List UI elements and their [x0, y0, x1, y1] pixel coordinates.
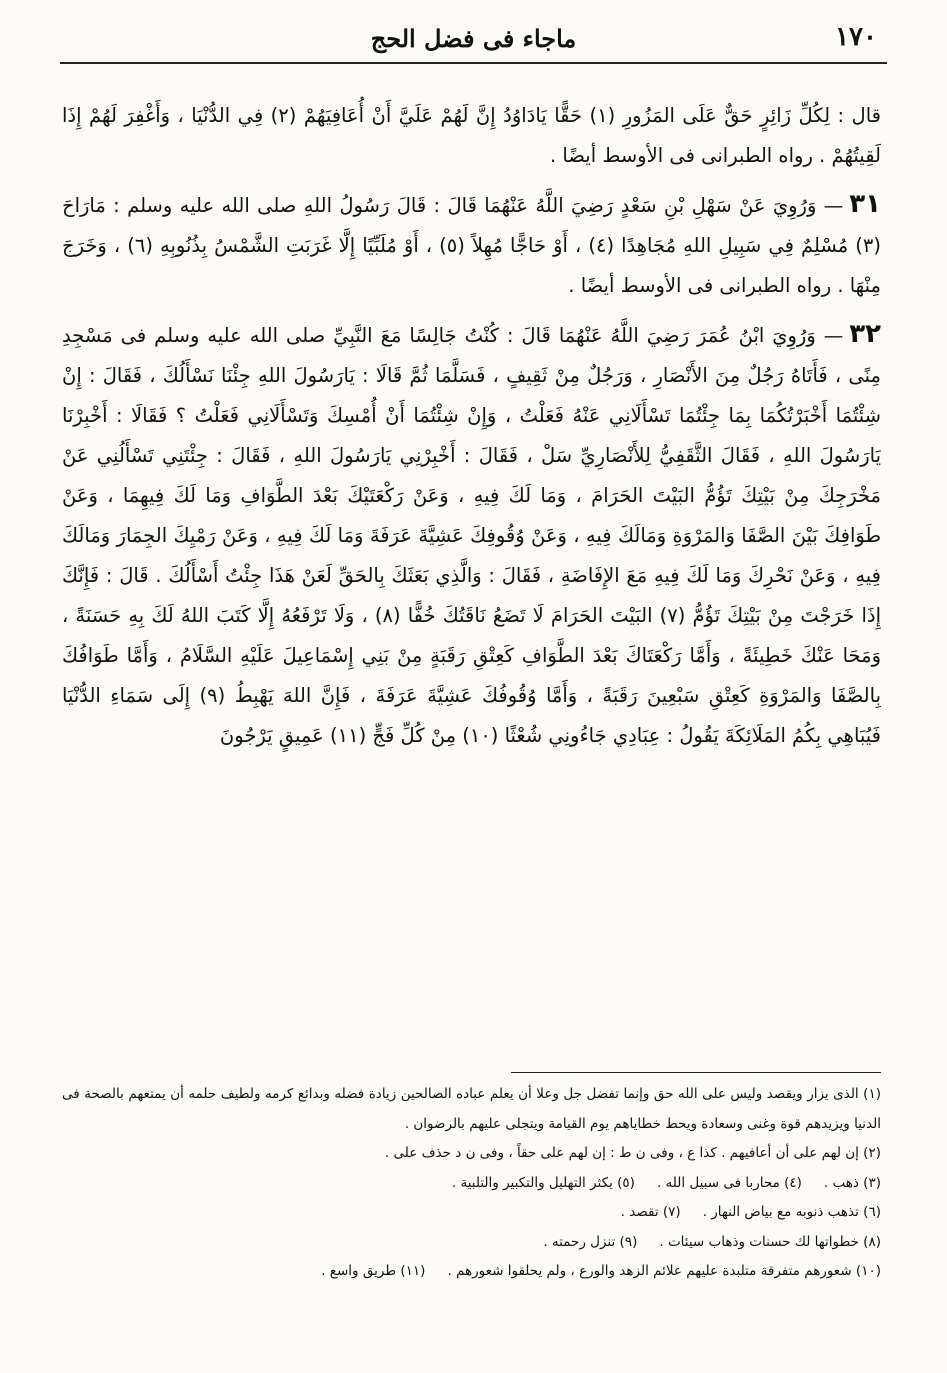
footnote: (٤) محاربا فى سبيل الله .: [656, 1174, 802, 1191]
footnote-row: [62, 1169, 881, 1199]
hadith-paragraph: [62, 314, 881, 756]
footnote: (٥) يكثر التهليل والتكبير والتلبية .: [451, 1174, 635, 1191]
hadith-text: — وَرُوِيَ ابْنُ عُمَرَ رَضِيَ اللَّهُ عَنْهُمَا قَالَ : كُنْتُ جَالِسًا مَعَ النَّبِيِّ صلى الله عليه وسلم فى مَسْجِدِ مِنًى ، فَأَتَاهُ رَجُلٌ مِنَ الأَنْصَارِ ، وَرَجُلٌ مِنْ ثَقِيفٍ ، فَسَلَّمَا ثُمَّ قَالَا : يَارَسُولَ اللهِ جِئْنَا نَسْأَلُكَ ، فَقَالَ : إِنْ شِئْتُمَا أَخْبَرْتُكُمَا بِمَا جِئْتُمَا تَسْأَلَانِي عَنْهُ فَعَلْتُ ، وَإِنْ شِئْتُمَا أَنْ أُمْسِكَ وَتَسْأَلَانِي فَعَلْتُ ؟ فَقَالَا : أَخْبِرْنَا يَارَسُولَ اللهِ ، فَقَالَ الثَّقَفِيُّ لِلأَنْصَارِيِّ سَلْ ، فَقَالَ : أَخْبِرْنِي يَارَسُولَ اللهِ ، فَقَالَ : جِئْتَنِي تَسْأَلُنِي عَنْ مَخْرَجِكَ مِنْ بَيْتِكَ تَؤُمُّ البَيْتَ الحَرَامَ ، وَمَا لَكَ فِيهِ ، وَعَنْ رَكْعَتَيْكَ بَعْدَ الطَّوَافِ وَمَا لَكَ فِيهِمَا ، وَعَنْ طَوَافِكَ بَيْنَ الصَّفَا وَالمَرْوَةِ وَمَالَكَ فِيهِ ، وَعَنْ وُقُوفِكَ عَشِيَّةَ عَرَفَةَ وَمَا لَكَ فِيهِ ، وَعَنْ رَمْيِكَ الجِمَارَ وَمَالَكَ فِيهِ ، وَعَنْ نَحْرِكَ وَمَا لَكَ فِيهِ مَعَ الإِفَاضَةِ ، فَقَالَ : وَالَّذِي بَعَثَكَ بِالحَقِّ لَعَنْ هَذَا جِئْتُ أَسْأَلُكَ . قَالَ : فَإِنَّكَ إِذَا خَرَجْتَ مِنْ بَيْتِكَ تَؤُمُّ (٧) البَيْتَ الحَرَامَ لَا تَضَعُ نَاقَتُكَ خُفًّا (٨) ، وَلَا تَرْفَعُهُ إِلَّا كَتَبَ اللهُ لَكَ بِهِ حَسَنَةً ، وَمَحَا عَنْكَ خَطِيئَةً ، وَأَمَّا رَكْعَتَاكَ بَعْدَ الطَّوَافِ كَعِتْقِ رَقَبَةٍ مِنْ بَنِي إِسْمَاعِيلَ عَلَيْهِ السَّلَامُ ، وَأَمَّا طَوَافُكَ بِالصَّفَا وَالمَرْوَةِ كَعِتْقِ سَبْعِينَ رَقَبَةً ، وَأَمَّا وُقُوفُكَ عَشِيَّةَ عَرَفَةَ ، فَإِنَّ اللهَ يَهْبِطُ (٩) إِلَى سَمَاءِ الدُّنْيَا فَيُبَاهِي بِكُمُ المَلَائِكَةَ يَقُولُ : عِبَادِي جَاءُونِي شُعْثًا (١٠) مِنْ كُلِّ فَجٍّ (١١) عَمِيقٍ يَرْجُونَ: [62, 324, 881, 747]
main-text: [62, 96, 881, 1061]
footnote: (٢) إن لهم على أن أعافيهم . كذا ع ، وفى ن ط : إن لهم على حقاً ، وفى ن د حذف على .: [384, 1145, 881, 1161]
footnote-row: [62, 1228, 881, 1258]
footnote: (٩) تنزل رحمته .: [543, 1233, 638, 1250]
footnote: (٣) ذهب .: [823, 1174, 881, 1191]
footnote-row: [62, 1198, 881, 1228]
footnote: (١٠) شعورهم متفرقة متلبدة عليهم علائم الزهد والورع ، ولم يحلقوا شعورهم .: [447, 1263, 881, 1279]
hadith-text: — وَرُوِيَ عَنْ سَهْلِ بْنِ سَعْدٍ رَضِيَ اللَّهُ عَنْهُمَا قَالَ : قَالَ رَسُولُ اللهِ صلى الله عليه وسلم : مَارَاحَ (٣) مُسْلِمٌ فِي سَبِيلِ اللهِ مُجَاهِدًا (٤) ، أَوْ حَاجًّا مُهِلاً (٥) ، أَوْ مُلَبِّيًا إِلَّا غَرَبَتِ الشَّمْسُ بِذُنُوبِهِ (٦) ، وَخَرَجَ مِنْهَا . رواه الطبرانى فى الأوسط أيضًا .: [62, 194, 881, 297]
header-divider: [60, 62, 887, 64]
hadith-number: ٣١: [849, 189, 881, 219]
page-header: [60, 22, 887, 58]
footnote: (٧) تقصد .: [620, 1204, 681, 1220]
footnote: (١) الذى يزار ويقصد وليس على الله حق وإنما تفضل جل وعلا أن يعلم عباده الصالحين زيادة فضله وبدائع كرمه ولطيف حلمه أن يمتعهم بالصحة فى الدنيا ويزيدهم قوة وغنى وسعادة ويحط خطاياهم يوم القيامة ويتجلى عليهم بالرضوان .: [62, 1086, 881, 1132]
hadith-number: ٣٢: [849, 319, 881, 349]
footnotes: [62, 1080, 881, 1350]
paragraph: قال : لِكُلِّ زَائِرٍ حَقٌّ عَلَى المَزُورِ (١) حَقًّا يَادَاوُدُ إِنَّ لَهُمْ عَلَيَّ أَنْ أُعَافِيَهُمْ (٢) فِي الدُّنْيَا ، وَأَغْفِرَ لَهُمْ إِذَا لَقِيتُهُمْ . رواه الطبرانى فى الأوسط أيضًا .: [62, 104, 881, 167]
hadith-paragraph: [62, 184, 881, 306]
footnote: (١١) طريق واسع .: [321, 1263, 426, 1279]
footnote-divider: [511, 1072, 881, 1073]
footnote: (٦) تذهب ذنوبه مع بياض النهار .: [702, 1204, 881, 1220]
footnote: (٨) خطواتها لك حسنات وذهاب سيئات .: [659, 1233, 881, 1250]
page-number: ١٧٠: [835, 22, 877, 52]
running-title: ماجاء فى فضل الحج: [370, 24, 577, 53]
footnote-row: [62, 1257, 881, 1287]
